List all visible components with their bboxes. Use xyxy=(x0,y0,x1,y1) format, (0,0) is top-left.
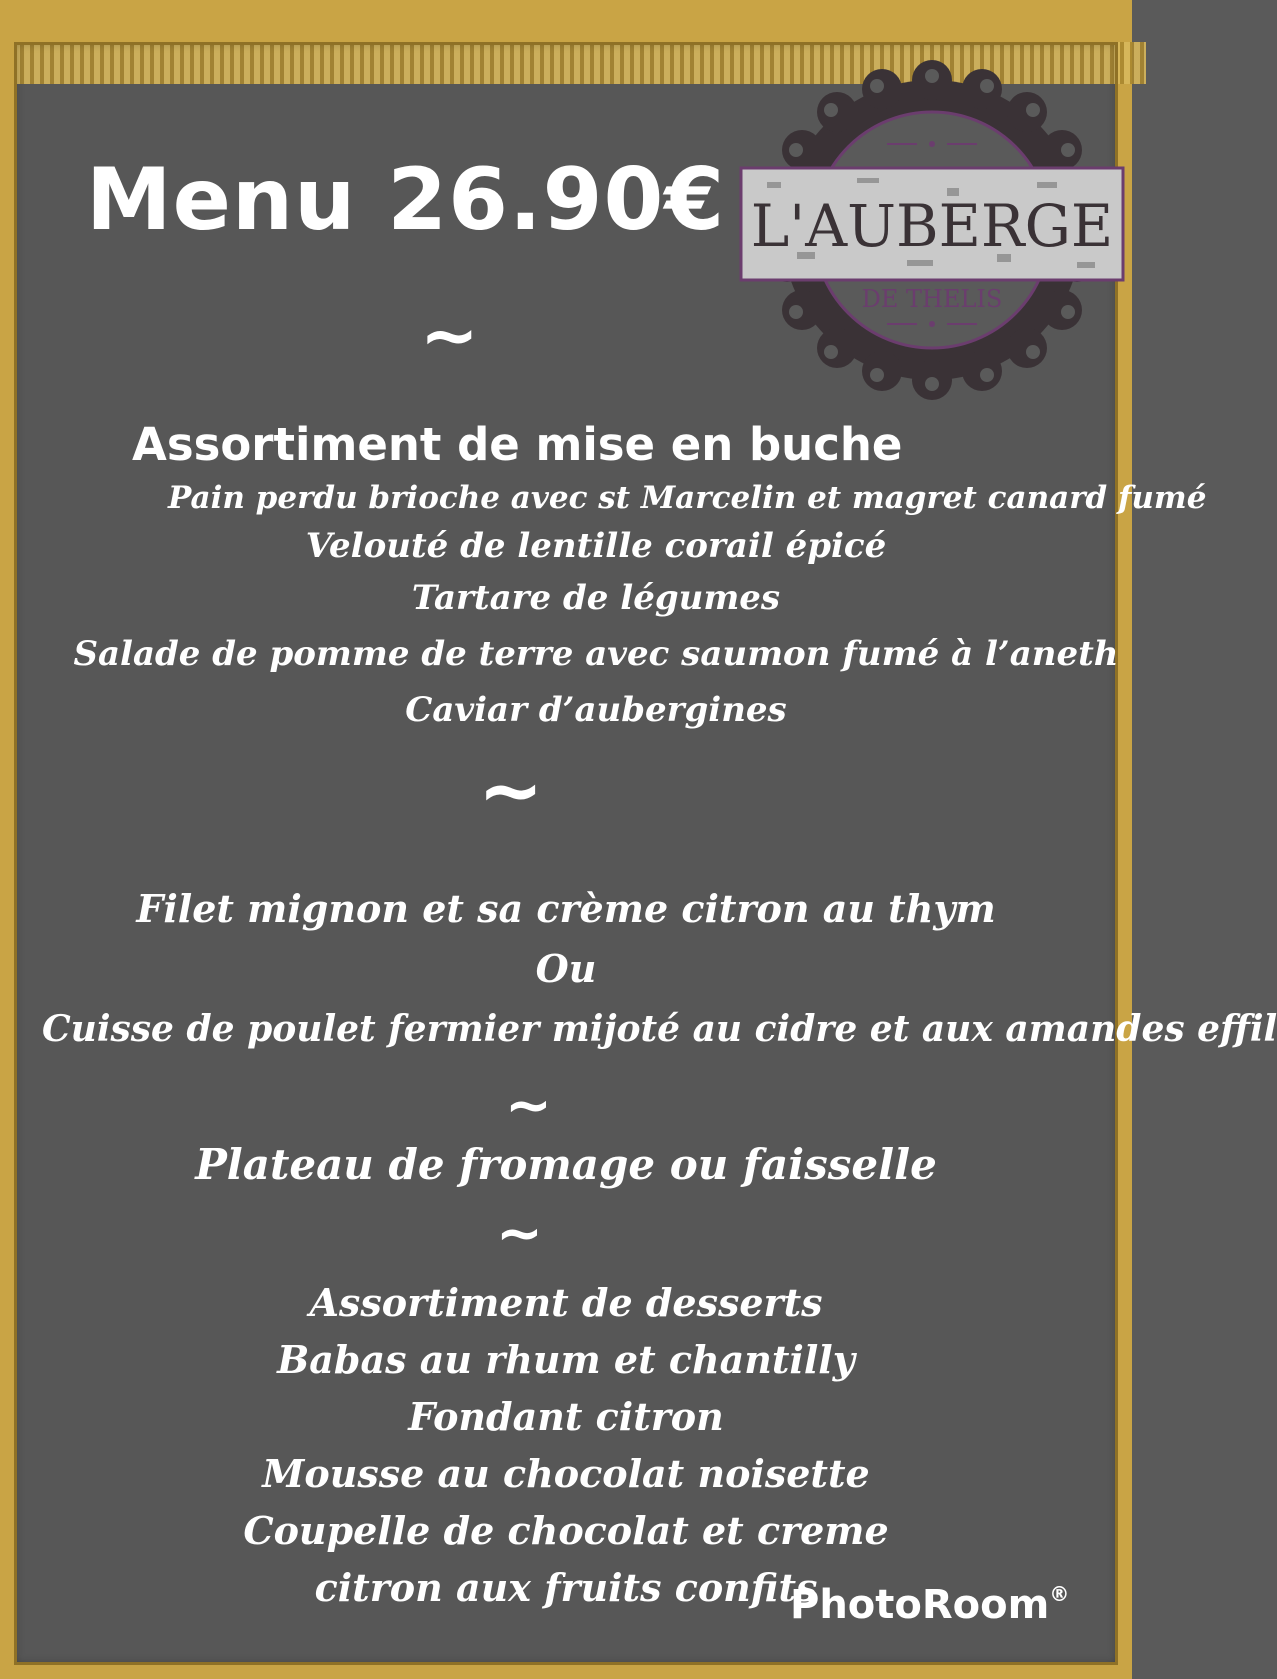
photoroom-watermark xyxy=(790,1582,1069,1628)
auberge-logo xyxy=(737,62,1127,397)
dessert-item: Babas au rhum et chantilly xyxy=(277,1337,855,1382)
dessert-item: Assortiment de desserts xyxy=(309,1280,823,1325)
dessert-item: citron aux fruits confits xyxy=(314,1565,818,1610)
starter-item: Velouté de lentille corail épicé xyxy=(305,526,887,566)
dessert-item: Mousse au chocolat noisette xyxy=(262,1451,870,1496)
separator-2: ~ xyxy=(478,746,544,836)
dessert-item: Coupelle de chocolat et creme xyxy=(243,1508,889,1553)
watermark-text: PhotoRoom xyxy=(790,1582,1050,1628)
menu-title: Menu 26.90€ xyxy=(86,150,726,250)
starter-item: Pain perdu brioche avec st Marcelin et magret canard fumé xyxy=(168,480,1207,516)
dessert-item: Fondant citron xyxy=(408,1394,724,1439)
starter-item: Tartare de légumes xyxy=(411,578,781,618)
separator-4: ~ xyxy=(496,1201,543,1266)
separator-1: ~ xyxy=(420,294,479,376)
main-option-or: Ou xyxy=(535,946,597,991)
starter-heading: Assortiment de mise en buche xyxy=(132,418,903,471)
logo-subtitle: DE THELIS xyxy=(861,285,1003,313)
separator-3: ~ xyxy=(505,1073,552,1138)
registered-mark: ® xyxy=(1049,1582,1070,1606)
logo-name: L'AUBERGE xyxy=(750,192,1114,260)
main-option-text: Cuisse de poulet fermier mijoté au cidre et aux amandes effil xyxy=(42,1008,1277,1050)
main-option xyxy=(42,1008,1277,1050)
starter-item: Caviar d’aubergines xyxy=(405,690,787,730)
starter-item: Salade de pomme de terre avec saumon fumé à l’aneth xyxy=(73,634,1119,674)
logo-dot xyxy=(929,321,935,327)
cheese-course: Plateau de fromage ou faisselle xyxy=(195,1140,937,1189)
logo-dot xyxy=(929,141,935,147)
main-option: Filet mignon et sa crème citron au thym xyxy=(136,886,996,931)
